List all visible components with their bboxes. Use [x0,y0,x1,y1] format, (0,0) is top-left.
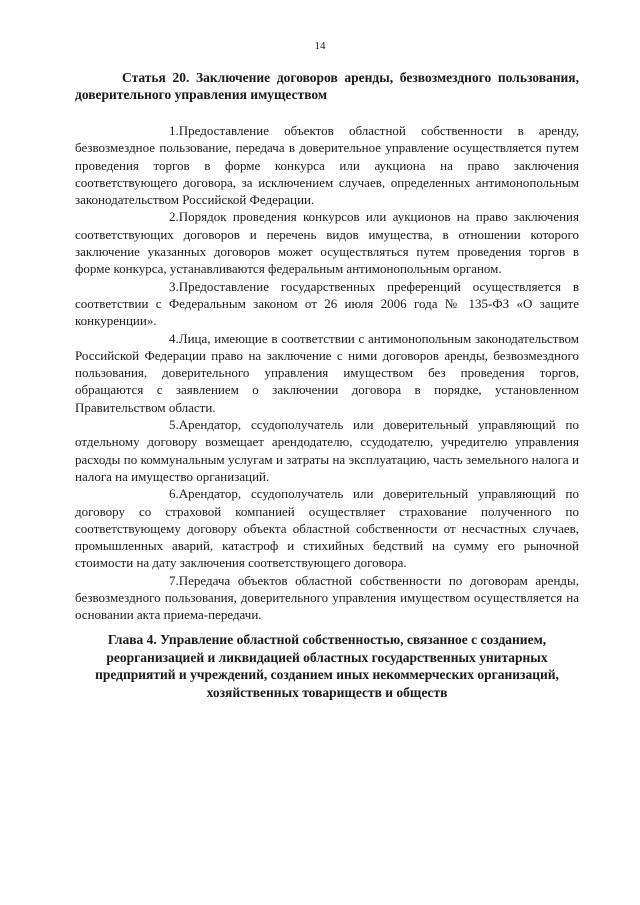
article-paragraph-6 [75,485,579,571]
chapter-heading: Глава 4. Управление областной собственностью, связанное с созданием, реорганизацией и ликвидацией областных государственных унитарных предприятий и учреждений, созданием иных некоммерческих организаций, хозяйственных товариществ и обществ [95,632,559,700]
article-paragraph-1 [75,122,579,208]
paragraph-number: 3. [169,278,179,294]
paragraph-number: 4. [169,330,179,346]
paragraph-number: 2. [169,209,179,225]
paragraph-text: Порядок проведения конкурсов или аукционов на право заключения соответствующих договоров и перечень видов имущества, в отношении которого заключение указанных договоров может осуществляться путем проведения торгов в форме конкурса, устанавливаются федеральным антимонопольным органом. [75,209,579,277]
paragraph-text: Лица, имеющие в соответствии с антимонопольным законодательством Российской Федерации право на заключение с ними договоров аренды, безвозмездного пользования, доверительного управления имуществом без проведения торгов, обращаются с заявлением о заключении договора в порядке, установленном Правительством области. [75,330,579,415]
paragraph-text: Предоставление государственных преференций осуществляется в соответствии с Федеральным законом от 26 июля 2006 года № 135-ФЗ «О защите конкуренции». [75,278,579,329]
article-heading: Статья 20. Заключение договоров аренды, безвозмездного пользования, доверительного управления имуществом [75,70,579,102]
article-paragraph-5 [75,416,579,485]
article-paragraph-2 [75,208,579,277]
article-body [75,122,579,624]
paragraph-text: Арендатор, ссудополучатель или доверительный управляющий по договору со страховой компанией осуществляет страхование полученного по соответствующему договору объекта областной собственности от несчастных случаев, промышленных аварий, катастроф и стихийных бедствий на сумму его рыночной стоимости на дату заключения соответствующего договора. [75,486,579,571]
paragraph-text: Арендатор, ссудополучатель или доверительный управляющий по отдельному договору возмещает арендодателю, ссудодателю, учредителю управления расходы по коммунальным услугам и затраты на эксплуатацию, часть земельного налога и налога на имущество организаций. [75,417,579,484]
paragraph-number: 1. [169,123,179,138]
article-paragraph-4 [75,330,579,416]
paragraph-text: Предоставление объектов областной собственности в аренду, безвозмездное пользование, передача в доверительное управление осуществляется путем проведения торгов в форме конкурса или аукциона на право заключения соответствующего договора, за исключением случаев, определенных антимонопольным законодательством Российской Федерации. [75,123,579,208]
article-paragraph-7 [75,572,579,624]
paragraph-number: 5. [169,417,179,433]
paragraph-text: Передача объектов областной собственности по договорам аренды, безвозмездного пользования, доверительного управления имуществом осуществляется на основании акта приема-передачи. [75,572,579,623]
paragraph-number: 7. [169,572,179,588]
paragraph-number: 6. [169,486,179,502]
article-paragraph-3 [75,278,579,330]
page-number: 14 [314,40,326,52]
